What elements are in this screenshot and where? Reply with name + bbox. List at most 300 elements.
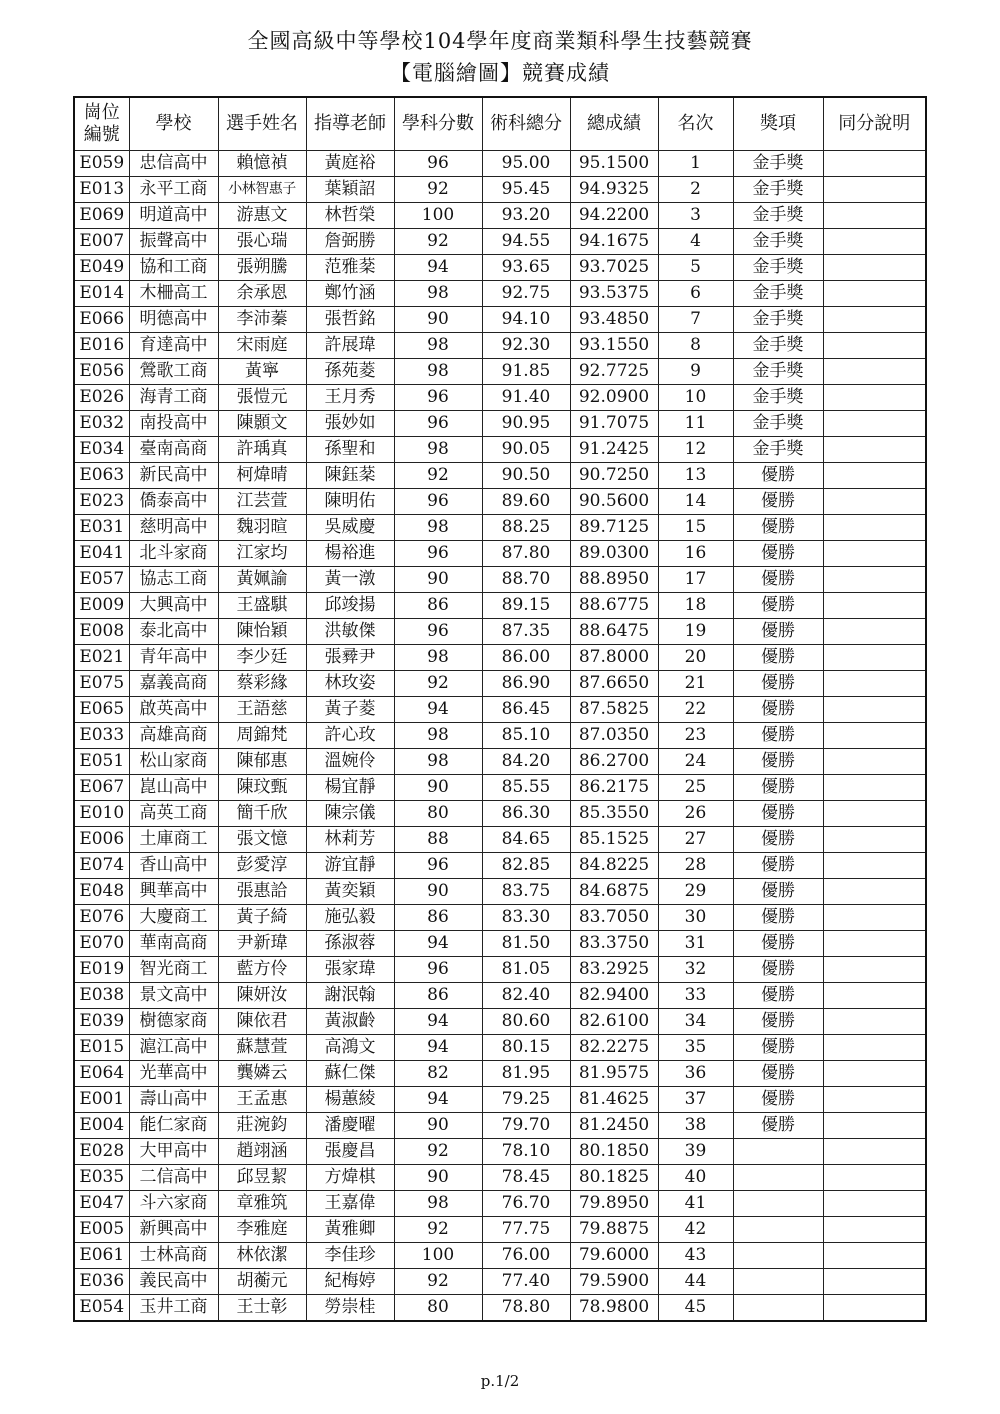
cell-school: 新興高中 (129, 1217, 218, 1243)
cell-tie-note (823, 801, 926, 827)
cell-tie-note (823, 203, 926, 229)
cell-academic-score: 88 (394, 827, 482, 853)
cell-school: 明道高中 (129, 203, 218, 229)
cell-teacher-name: 楊蕙綾 (306, 1087, 394, 1113)
cell-rank: 10 (658, 385, 733, 411)
cell-rank: 42 (658, 1217, 733, 1243)
cell-tie-note (823, 749, 926, 775)
table-row (74, 671, 926, 697)
cell-total-score: 81.9575 (570, 1061, 658, 1087)
cell-rank: 34 (658, 1009, 733, 1035)
cell-tie-note (823, 307, 926, 333)
cell-contestant-name: 魏羽暄 (218, 515, 306, 541)
cell-contestant-name: 江家均 (218, 541, 306, 567)
cell-teacher-name: 蘇仁傑 (306, 1061, 394, 1087)
cell-rank: 37 (658, 1087, 733, 1113)
table-row (74, 489, 926, 515)
cell-rank: 43 (658, 1243, 733, 1269)
cell-award: 優勝 (733, 957, 823, 983)
cell-station-id: E015 (74, 1035, 129, 1061)
cell-practical-score: 77.75 (482, 1217, 570, 1243)
cell-award: 優勝 (733, 1061, 823, 1087)
table-row (74, 255, 926, 281)
cell-tie-note (823, 489, 926, 515)
cell-total-score: 83.7050 (570, 905, 658, 931)
cell-practical-score: 85.10 (482, 723, 570, 749)
col-header-station: 崗位編號 (74, 97, 129, 151)
cell-station-id: E001 (74, 1087, 129, 1113)
cell-total-score: 93.1550 (570, 333, 658, 359)
cell-practical-score: 76.00 (482, 1243, 570, 1269)
cell-academic-score: 96 (394, 151, 482, 177)
cell-total-score: 94.2200 (570, 203, 658, 229)
cell-station-id: E049 (74, 255, 129, 281)
cell-station-id: E016 (74, 333, 129, 359)
cell-rank: 23 (658, 723, 733, 749)
cell-rank: 20 (658, 645, 733, 671)
table-row (74, 177, 926, 203)
cell-award: 優勝 (733, 1035, 823, 1061)
cell-tie-note (823, 1191, 926, 1217)
cell-award: 優勝 (733, 1113, 823, 1139)
cell-rank: 12 (658, 437, 733, 463)
table-row (74, 1061, 926, 1087)
table-row (74, 749, 926, 775)
cell-award: 金手獎 (733, 151, 823, 177)
cell-teacher-name: 黃子菱 (306, 697, 394, 723)
cell-station-id: E031 (74, 515, 129, 541)
cell-station-id: E070 (74, 931, 129, 957)
cell-contestant-name: 李少廷 (218, 645, 306, 671)
cell-school: 青年高中 (129, 645, 218, 671)
cell-tie-note (823, 567, 926, 593)
cell-practical-score: 84.65 (482, 827, 570, 853)
cell-tie-note (823, 463, 926, 489)
cell-teacher-name: 陳宗儀 (306, 801, 394, 827)
cell-practical-score: 93.65 (482, 255, 570, 281)
cell-contestant-name: 胡蘅元 (218, 1269, 306, 1295)
cell-rank: 29 (658, 879, 733, 905)
table-row (74, 801, 926, 827)
cell-total-score: 87.5825 (570, 697, 658, 723)
cell-academic-score: 82 (394, 1061, 482, 1087)
cell-award: 金手獎 (733, 333, 823, 359)
col-header-tie-note: 同分說明 (823, 97, 926, 151)
cell-academic-score: 80 (394, 1295, 482, 1322)
table-row (74, 1191, 926, 1217)
cell-teacher-name: 黃一潡 (306, 567, 394, 593)
cell-contestant-name: 王語慈 (218, 697, 306, 723)
cell-practical-score: 86.90 (482, 671, 570, 697)
cell-rank: 3 (658, 203, 733, 229)
cell-tie-note (823, 619, 926, 645)
cell-rank: 38 (658, 1113, 733, 1139)
cell-total-score: 79.6000 (570, 1243, 658, 1269)
table-row (74, 983, 926, 1009)
cell-award: 優勝 (733, 489, 823, 515)
cell-teacher-name: 孫苑菱 (306, 359, 394, 385)
cell-school: 鶯歌工商 (129, 359, 218, 385)
cell-academic-score: 90 (394, 1113, 482, 1139)
cell-total-score: 90.7250 (570, 463, 658, 489)
cell-station-id: E008 (74, 619, 129, 645)
cell-contestant-name: 龔嫾云 (218, 1061, 306, 1087)
cell-total-score: 86.2700 (570, 749, 658, 775)
results-table (73, 96, 927, 1322)
cell-contestant-name: 陳依君 (218, 1009, 306, 1035)
cell-practical-score: 91.40 (482, 385, 570, 411)
cell-station-id: E032 (74, 411, 129, 437)
cell-rank: 4 (658, 229, 733, 255)
table-row (74, 1113, 926, 1139)
cell-teacher-name: 邱竣揚 (306, 593, 394, 619)
cell-station-id: E036 (74, 1269, 129, 1295)
cell-rank: 24 (658, 749, 733, 775)
cell-academic-score: 98 (394, 437, 482, 463)
cell-rank: 19 (658, 619, 733, 645)
cell-station-id: E004 (74, 1113, 129, 1139)
cell-academic-score: 90 (394, 879, 482, 905)
cell-rank: 41 (658, 1191, 733, 1217)
cell-practical-score: 87.80 (482, 541, 570, 567)
table-row (74, 281, 926, 307)
cell-practical-score: 90.95 (482, 411, 570, 437)
cell-academic-score: 96 (394, 489, 482, 515)
cell-tie-note (823, 827, 926, 853)
cell-school: 啟英高中 (129, 697, 218, 723)
cell-academic-score: 94 (394, 1087, 482, 1113)
cell-contestant-name: 游惠文 (218, 203, 306, 229)
cell-station-id: E047 (74, 1191, 129, 1217)
cell-academic-score: 92 (394, 671, 482, 697)
cell-station-id: E063 (74, 463, 129, 489)
cell-school: 壽山高中 (129, 1087, 218, 1113)
cell-teacher-name: 張慶昌 (306, 1139, 394, 1165)
cell-tie-note (823, 385, 926, 411)
cell-tie-note (823, 1295, 926, 1322)
cell-award: 金手獎 (733, 229, 823, 255)
cell-academic-score: 80 (394, 801, 482, 827)
cell-award: 金手獎 (733, 255, 823, 281)
cell-tie-note (823, 333, 926, 359)
cell-rank: 16 (658, 541, 733, 567)
cell-total-score: 83.3750 (570, 931, 658, 957)
cell-academic-score: 98 (394, 723, 482, 749)
cell-academic-score: 98 (394, 515, 482, 541)
cell-teacher-name: 溫婉伶 (306, 749, 394, 775)
cell-total-score: 93.4850 (570, 307, 658, 333)
cell-tie-note (823, 853, 926, 879)
cell-teacher-name: 鄭竹涵 (306, 281, 394, 307)
cell-teacher-name: 黃雅卿 (306, 1217, 394, 1243)
cell-academic-score: 94 (394, 697, 482, 723)
cell-rank: 36 (658, 1061, 733, 1087)
cell-teacher-name: 張家瑋 (306, 957, 394, 983)
cell-practical-score: 88.25 (482, 515, 570, 541)
cell-contestant-name: 蔡彩緣 (218, 671, 306, 697)
cell-award: 優勝 (733, 463, 823, 489)
cell-practical-score: 86.45 (482, 697, 570, 723)
cell-academic-score: 98 (394, 645, 482, 671)
cell-contestant-name: 宋雨庭 (218, 333, 306, 359)
cell-school: 協志工商 (129, 567, 218, 593)
cell-total-score: 89.7125 (570, 515, 658, 541)
cell-teacher-name: 潘慶曜 (306, 1113, 394, 1139)
cell-total-score: 90.5600 (570, 489, 658, 515)
cell-station-id: E066 (74, 307, 129, 333)
cell-teacher-name: 吳威慶 (306, 515, 394, 541)
cell-academic-score: 92 (394, 1139, 482, 1165)
cell-practical-score: 80.60 (482, 1009, 570, 1035)
cell-total-score: 92.0900 (570, 385, 658, 411)
cell-practical-score: 93.20 (482, 203, 570, 229)
cell-award: 金手獎 (733, 385, 823, 411)
cell-rank: 13 (658, 463, 733, 489)
cell-tie-note (823, 1139, 926, 1165)
cell-school: 士林高商 (129, 1243, 218, 1269)
table-row (74, 593, 926, 619)
cell-station-id: E026 (74, 385, 129, 411)
cell-contestant-name: 王孟惠 (218, 1087, 306, 1113)
cell-practical-score: 86.30 (482, 801, 570, 827)
col-header-total-score: 總成績 (570, 97, 658, 151)
cell-award: 優勝 (733, 931, 823, 957)
cell-rank: 35 (658, 1035, 733, 1061)
cell-practical-score: 90.05 (482, 437, 570, 463)
cell-total-score: 93.7025 (570, 255, 658, 281)
cell-teacher-name: 黃庭裕 (306, 151, 394, 177)
cell-station-id: E007 (74, 229, 129, 255)
cell-teacher-name: 范雅棻 (306, 255, 394, 281)
cell-tie-note (823, 515, 926, 541)
cell-tie-note (823, 593, 926, 619)
cell-rank: 32 (658, 957, 733, 983)
cell-practical-score: 91.85 (482, 359, 570, 385)
cell-teacher-name: 孫聖和 (306, 437, 394, 463)
cell-school: 嘉義高商 (129, 671, 218, 697)
cell-station-id: E013 (74, 177, 129, 203)
cell-rank: 8 (658, 333, 733, 359)
cell-total-score: 87.6650 (570, 671, 658, 697)
cell-practical-score: 81.95 (482, 1061, 570, 1087)
cell-station-id: E048 (74, 879, 129, 905)
cell-teacher-name: 游宜靜 (306, 853, 394, 879)
header-row (74, 97, 926, 151)
cell-practical-score: 79.25 (482, 1087, 570, 1113)
cell-school: 慈明高中 (129, 515, 218, 541)
cell-practical-score: 87.35 (482, 619, 570, 645)
cell-station-id: E059 (74, 151, 129, 177)
cell-practical-score: 95.45 (482, 177, 570, 203)
cell-tie-note (823, 359, 926, 385)
cell-award: 金手獎 (733, 437, 823, 463)
cell-rank: 27 (658, 827, 733, 853)
cell-award: 優勝 (733, 593, 823, 619)
cell-award: 金手獎 (733, 203, 823, 229)
cell-award (733, 1295, 823, 1322)
cell-contestant-name: 李雅庭 (218, 1217, 306, 1243)
cell-teacher-name: 楊宜靜 (306, 775, 394, 801)
table-row (74, 203, 926, 229)
cell-school: 泰北高中 (129, 619, 218, 645)
cell-station-id: E038 (74, 983, 129, 1009)
cell-award (733, 1217, 823, 1243)
cell-tie-note (823, 229, 926, 255)
cell-contestant-name: 章雅筑 (218, 1191, 306, 1217)
cell-contestant-name: 陳郁惠 (218, 749, 306, 775)
cell-station-id: E006 (74, 827, 129, 853)
cell-contestant-name: 陳怡穎 (218, 619, 306, 645)
cell-award: 優勝 (733, 515, 823, 541)
cell-academic-score: 96 (394, 385, 482, 411)
cell-total-score: 84.8225 (570, 853, 658, 879)
cell-total-score: 82.2275 (570, 1035, 658, 1061)
cell-teacher-name: 黃淑齡 (306, 1009, 394, 1035)
cell-practical-score: 95.00 (482, 151, 570, 177)
cell-contestant-name: 小林智惠子 (218, 177, 306, 203)
cell-award (733, 1139, 823, 1165)
cell-station-id: E014 (74, 281, 129, 307)
cell-station-id: E034 (74, 437, 129, 463)
cell-station-id: E009 (74, 593, 129, 619)
cell-total-score: 79.5900 (570, 1269, 658, 1295)
cell-academic-score: 92 (394, 1269, 482, 1295)
cell-station-id: E074 (74, 853, 129, 879)
cell-school: 玉井工商 (129, 1295, 218, 1322)
cell-rank: 30 (658, 905, 733, 931)
cell-teacher-name: 林哲榮 (306, 203, 394, 229)
cell-teacher-name: 黃奕穎 (306, 879, 394, 905)
cell-school: 北斗家商 (129, 541, 218, 567)
cell-rank: 6 (658, 281, 733, 307)
cell-award: 優勝 (733, 905, 823, 931)
cell-school: 樹德家商 (129, 1009, 218, 1035)
table-row (74, 619, 926, 645)
cell-tie-note (823, 1009, 926, 1035)
cell-total-score: 87.8000 (570, 645, 658, 671)
table-row (74, 1217, 926, 1243)
cell-tie-note (823, 411, 926, 437)
cell-station-id: E076 (74, 905, 129, 931)
cell-contestant-name: 尹新瑋 (218, 931, 306, 957)
cell-tie-note (823, 671, 926, 697)
cell-practical-score: 78.45 (482, 1165, 570, 1191)
cell-school: 智光商工 (129, 957, 218, 983)
cell-school: 土庫商工 (129, 827, 218, 853)
cell-total-score: 81.2450 (570, 1113, 658, 1139)
cell-teacher-name: 洪敏傑 (306, 619, 394, 645)
cell-total-score: 82.6100 (570, 1009, 658, 1035)
cell-station-id: E021 (74, 645, 129, 671)
col-header-rank: 名次 (658, 97, 733, 151)
table-row (74, 645, 926, 671)
cell-academic-score: 86 (394, 593, 482, 619)
cell-practical-score: 78.10 (482, 1139, 570, 1165)
table-row (74, 307, 926, 333)
cell-practical-score: 77.40 (482, 1269, 570, 1295)
cell-teacher-name: 張哲銘 (306, 307, 394, 333)
cell-award (733, 1243, 823, 1269)
cell-total-score: 88.6775 (570, 593, 658, 619)
cell-contestant-name: 邱昱絜 (218, 1165, 306, 1191)
cell-practical-score: 90.50 (482, 463, 570, 489)
cell-total-score: 80.1850 (570, 1139, 658, 1165)
cell-contestant-name: 黃子綺 (218, 905, 306, 931)
cell-academic-score: 92 (394, 463, 482, 489)
cell-station-id: E054 (74, 1295, 129, 1322)
cell-contestant-name: 張文憶 (218, 827, 306, 853)
cell-teacher-name: 紀梅婷 (306, 1269, 394, 1295)
cell-tie-note (823, 177, 926, 203)
cell-practical-score: 81.05 (482, 957, 570, 983)
cell-award: 優勝 (733, 983, 823, 1009)
table-row (74, 411, 926, 437)
cell-tie-note (823, 1165, 926, 1191)
cell-practical-score: 92.30 (482, 333, 570, 359)
cell-tie-note (823, 255, 926, 281)
cell-school: 高英工商 (129, 801, 218, 827)
cell-total-score: 85.1525 (570, 827, 658, 853)
cell-teacher-name: 謝泯翰 (306, 983, 394, 1009)
cell-station-id: E067 (74, 775, 129, 801)
cell-teacher-name: 楊裕進 (306, 541, 394, 567)
cell-rank: 28 (658, 853, 733, 879)
cell-contestant-name: 張惠詥 (218, 879, 306, 905)
cell-rank: 15 (658, 515, 733, 541)
table-row (74, 905, 926, 931)
cell-teacher-name: 王月秀 (306, 385, 394, 411)
cell-school: 大興高中 (129, 593, 218, 619)
cell-award: 優勝 (733, 879, 823, 905)
cell-rank: 25 (658, 775, 733, 801)
cell-school: 崑山高中 (129, 775, 218, 801)
cell-station-id: E051 (74, 749, 129, 775)
cell-rank: 44 (658, 1269, 733, 1295)
cell-tie-note (823, 1243, 926, 1269)
cell-total-score: 89.0300 (570, 541, 658, 567)
col-header-award: 獎項 (733, 97, 823, 151)
cell-academic-score: 86 (394, 905, 482, 931)
cell-academic-score: 92 (394, 229, 482, 255)
cell-school: 臺南高商 (129, 437, 218, 463)
cell-tie-note (823, 775, 926, 801)
cell-contestant-name: 蘇慧萱 (218, 1035, 306, 1061)
cell-school: 海青工商 (129, 385, 218, 411)
cell-contestant-name: 周錦梵 (218, 723, 306, 749)
cell-contestant-name: 賴憶禎 (218, 151, 306, 177)
cell-academic-score: 96 (394, 541, 482, 567)
cell-tie-note (823, 645, 926, 671)
cell-practical-score: 86.00 (482, 645, 570, 671)
cell-rank: 7 (658, 307, 733, 333)
cell-academic-score: 94 (394, 255, 482, 281)
cell-teacher-name: 李佳珍 (306, 1243, 394, 1269)
document-subtitle: 【電腦繪圖】競賽成績 (390, 61, 610, 85)
cell-school: 斗六家商 (129, 1191, 218, 1217)
cell-award: 優勝 (733, 567, 823, 593)
cell-school: 能仁家商 (129, 1113, 218, 1139)
cell-practical-score: 80.15 (482, 1035, 570, 1061)
cell-academic-score: 100 (394, 203, 482, 229)
cell-station-id: E041 (74, 541, 129, 567)
cell-station-id: E028 (74, 1139, 129, 1165)
page-number: p.1/2 (480, 1372, 520, 1390)
cell-award (733, 1165, 823, 1191)
cell-total-score: 85.3550 (570, 801, 658, 827)
table-row (74, 515, 926, 541)
cell-school: 高雄高商 (129, 723, 218, 749)
cell-award: 優勝 (733, 801, 823, 827)
